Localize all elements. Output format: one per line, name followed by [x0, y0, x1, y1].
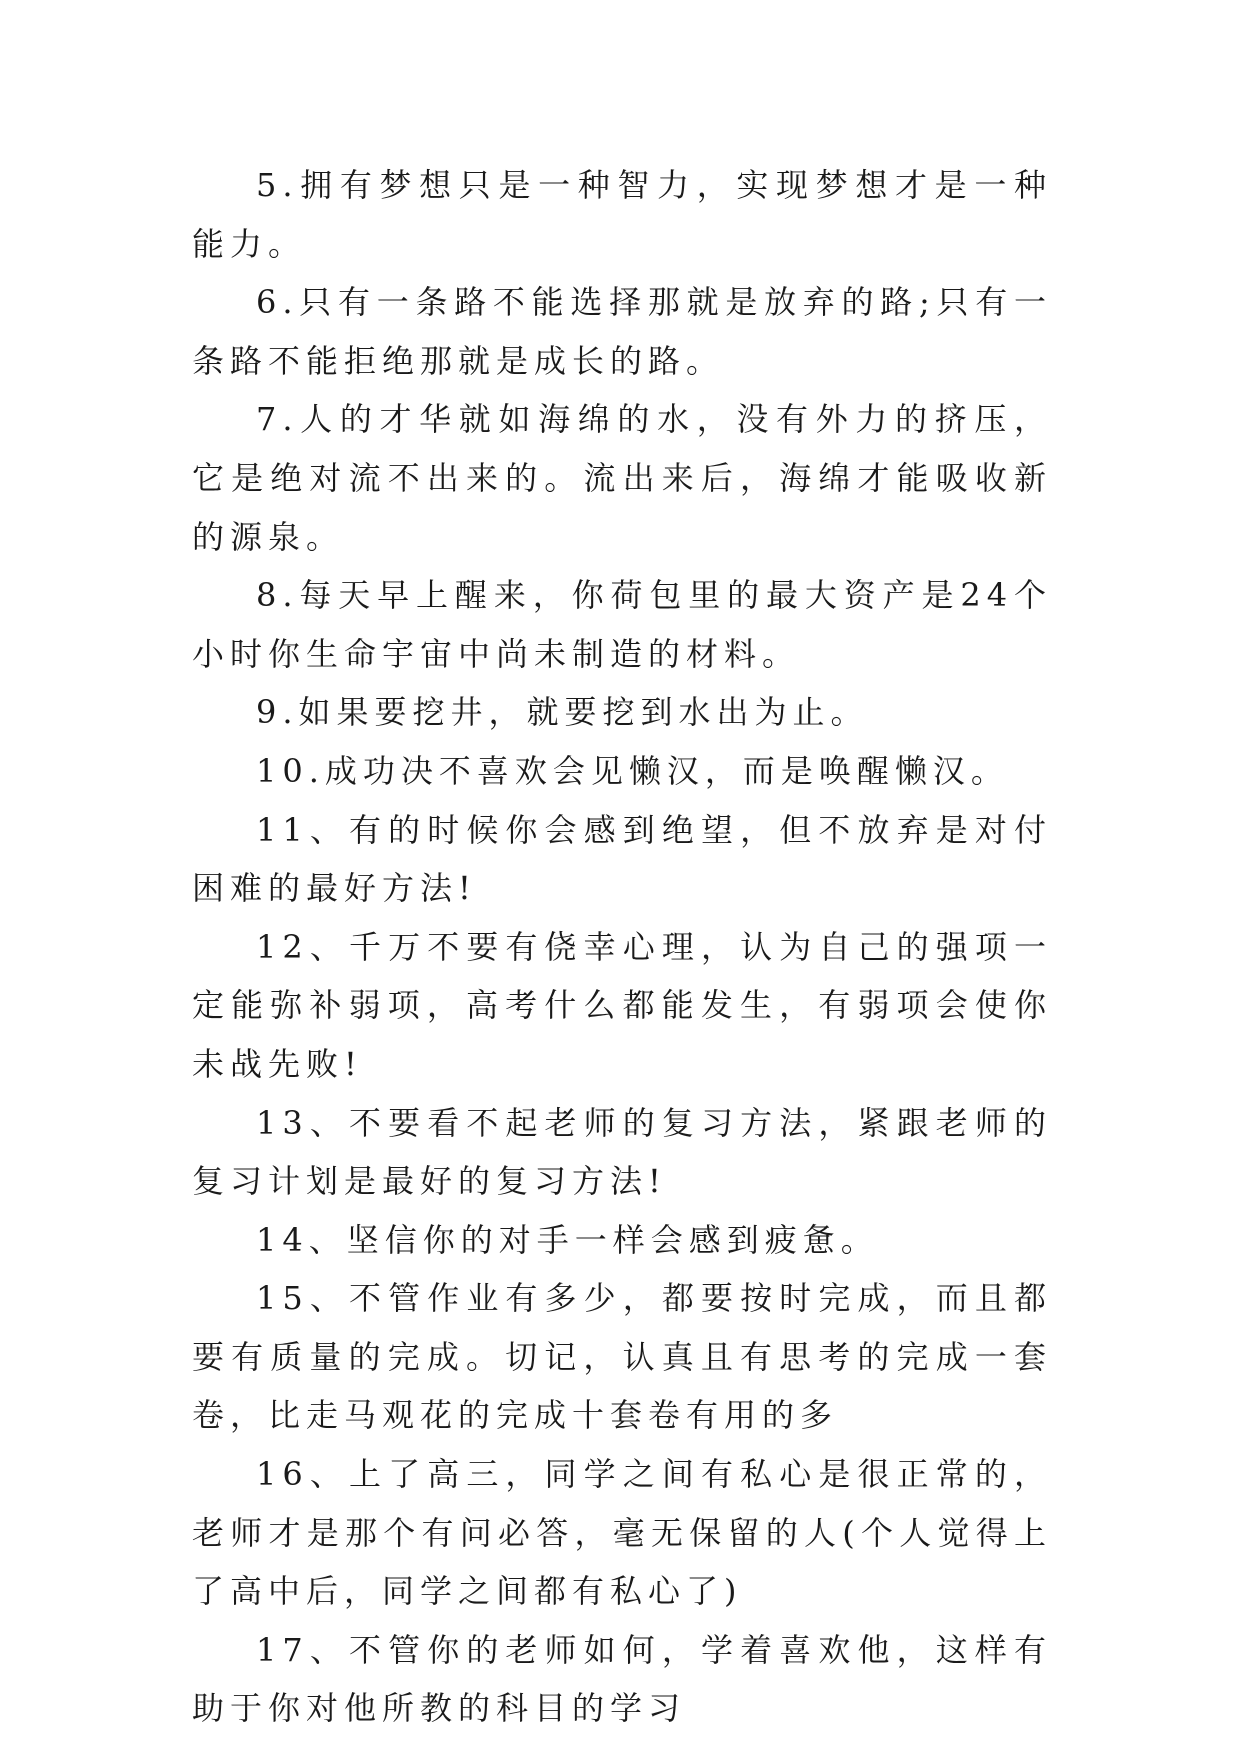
- paragraph-12: 12、千万不要有侥幸心理，认为自己的强项一定能弥补弱项，高考什么都能发生，有弱项会使你未战先败!: [192, 927, 1052, 1083]
- paragraph-14: 14、坚信你的对手一样会感到疲惫。: [256, 1220, 879, 1259]
- paragraph-17: 17、不管你的老师如何，学着喜欢他，这样有助于你对他所教的科目的学习: [192, 1630, 1052, 1728]
- paragraph-10: 10.成功决不喜欢会见懒汉，而是唤醒懒汉。: [256, 751, 1009, 790]
- paragraph-15: 15、不管作业有多少，都要按时完成，而且都要有质量的完成。切记，认真且有思考的完成一套卷，比走马观花的完成十套卷有用的多: [192, 1279, 1052, 1435]
- document-body: [192, 156, 1052, 1738]
- paragraph-13: 13、不要看不起老师的复习方法，紧跟老师的复习计划是最好的复习方法!: [192, 1103, 1052, 1201]
- paragraph-8: 8.每天早上醒来，你荷包里的最大资产是24个小时你生命宇宙中尚未制造的材料。: [192, 576, 1052, 673]
- paragraph-9: 9.如果要挖井，就要挖到水出为止。: [256, 693, 869, 732]
- paragraph-7: 7.人的才华就如海绵的水，没有外力的挤压，它是绝对流不出来的。流出来后，海绵才能吸收新的源泉。: [192, 400, 1052, 556]
- paragraph-16: 16、上了高三，同学之间有私心是很正常的，老师才是那个有问必答，毫无保留的人(个人觉得上了高中后，同学之间都有私心了): [192, 1455, 1052, 1611]
- paragraph-11: 11、有的时候你会感到绝望，但不放弃是对付困难的最好方法!: [192, 810, 1052, 908]
- paragraph-5: 5.拥有梦想只是一种智力，实现梦想才是一种能力。: [192, 166, 1052, 263]
- paragraph-6: 6.只有一条路不能选择那就是放弃的路;只有一条路不能拒绝那就是成长的路。: [192, 283, 1052, 380]
